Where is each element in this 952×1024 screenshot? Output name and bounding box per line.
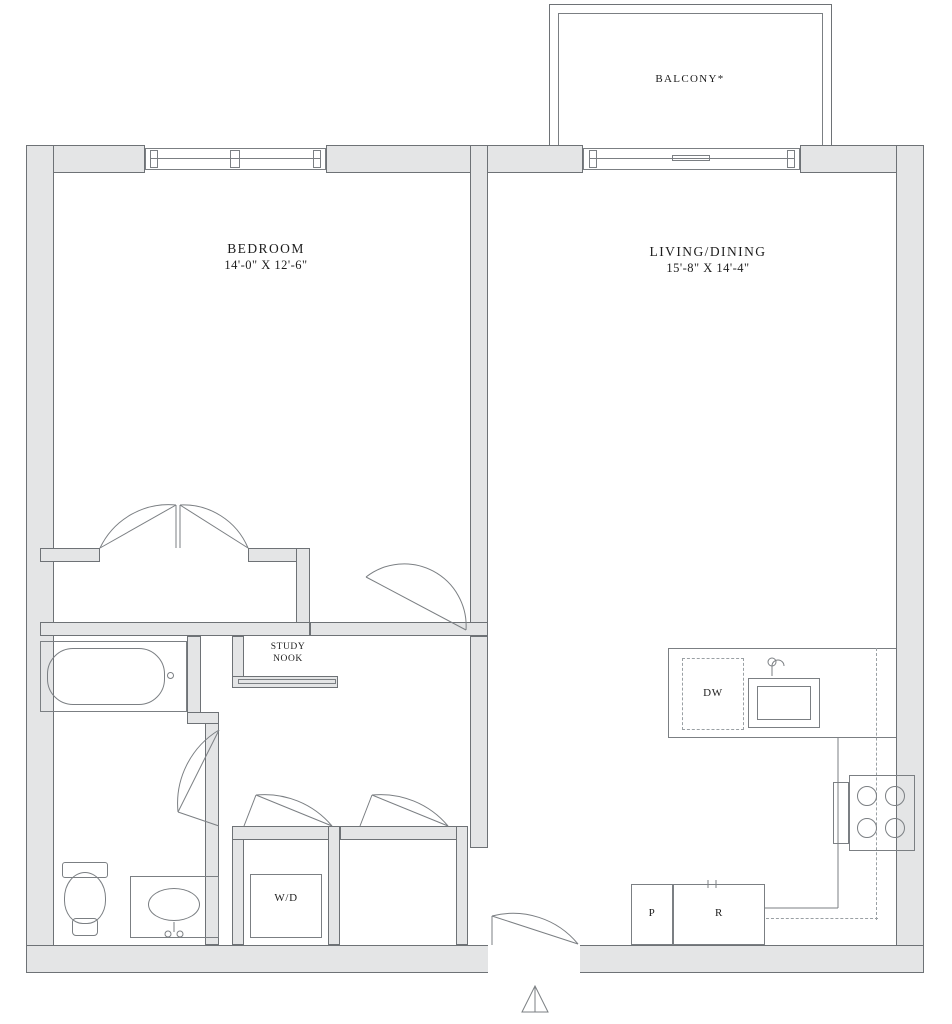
partition-bedroom-living bbox=[470, 145, 488, 636]
bedroom-window-sash-center bbox=[230, 150, 240, 168]
closet-wall-bottom bbox=[40, 622, 310, 636]
balcony-label: BALCONY* bbox=[655, 73, 725, 85]
entry-closet-wall-top bbox=[340, 826, 468, 840]
entry-closet-wall-right bbox=[456, 826, 468, 945]
entry-door-opening bbox=[488, 945, 580, 973]
exterior-wall-bottom bbox=[26, 945, 924, 973]
upper-cabinet-dashed-lower bbox=[766, 918, 878, 919]
bathtub-drain-icon bbox=[167, 672, 174, 679]
washer-dryer-unit bbox=[250, 874, 322, 938]
refrigerator-label: R bbox=[715, 907, 723, 919]
kitchen-counter-edge-bottom bbox=[668, 737, 896, 738]
corridor-wall-top bbox=[310, 622, 488, 636]
exterior-wall-top-mid bbox=[326, 145, 583, 173]
bedroom-wall-bottom-left bbox=[40, 548, 100, 562]
range-outline bbox=[849, 775, 915, 851]
washer-dryer-label: W/D bbox=[274, 892, 298, 904]
toilet-bowl bbox=[64, 872, 106, 924]
range-burner-br bbox=[885, 818, 905, 838]
kitchen-counter-edge-left bbox=[668, 648, 669, 738]
living-dining-label: LIVING/DINING 15'-8" X 14'-4" bbox=[649, 244, 767, 275]
range-burner-tr bbox=[885, 786, 905, 806]
living-slider-panel-left bbox=[589, 150, 597, 168]
bedroom-window-sash-right bbox=[313, 150, 321, 168]
laundry-wall-top bbox=[232, 826, 340, 840]
living-slider-panel-mid bbox=[672, 155, 710, 161]
kitchen-counter-edge-top bbox=[668, 648, 896, 649]
bathroom-wall-divider bbox=[187, 712, 219, 724]
bedroom-label: BEDROOM 14'-0" X 12'-6" bbox=[224, 241, 308, 272]
range-burner-bl bbox=[857, 818, 877, 838]
bathroom-wall-right bbox=[187, 636, 201, 722]
range-control-panel bbox=[833, 782, 849, 844]
laundry-wall-left bbox=[232, 826, 244, 945]
study-nook-counter bbox=[238, 679, 336, 684]
foyer-wall-vertical bbox=[470, 636, 488, 848]
bedroom-window-sash-left bbox=[150, 150, 158, 168]
kitchen-sink-basin bbox=[757, 686, 811, 720]
bathtub-basin bbox=[47, 648, 165, 705]
dishwasher-label: DW bbox=[703, 687, 723, 699]
laundry-wall-right bbox=[328, 826, 340, 945]
toilet-base bbox=[72, 918, 98, 936]
pantry-label: P bbox=[648, 907, 656, 919]
range-burner-tl bbox=[857, 786, 877, 806]
vanity-sink-basin bbox=[148, 888, 200, 921]
study-nook-label: STUDY NOOK bbox=[270, 642, 306, 664]
living-slider-panel-right bbox=[787, 150, 795, 168]
